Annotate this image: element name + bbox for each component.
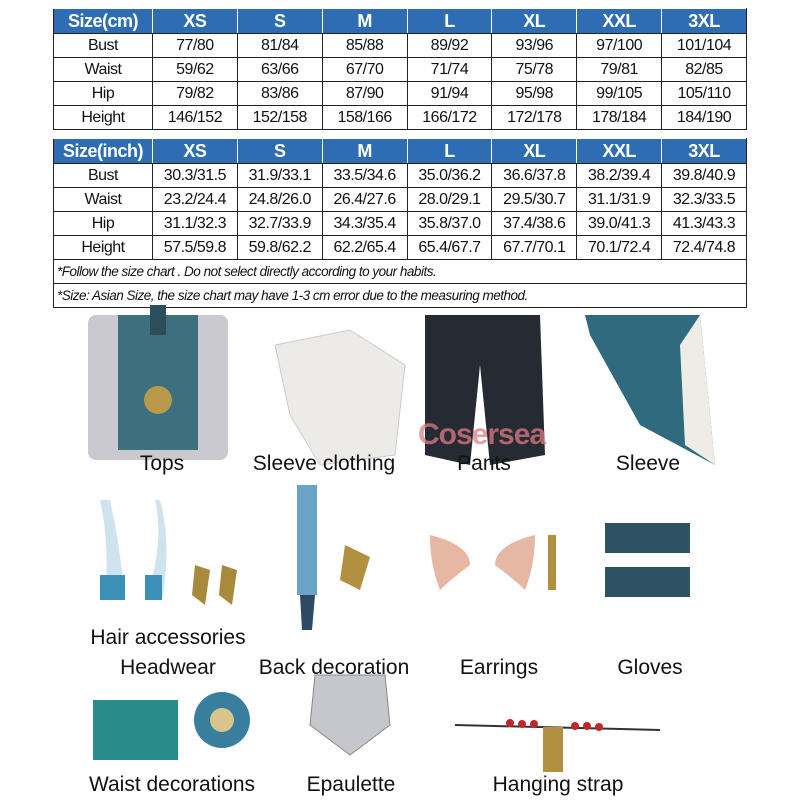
table-cell: 28.0/29.1 [407,188,492,212]
table-cell: 32.7/33.9 [237,212,322,236]
table-cell: 59.8/62.2 [237,236,322,260]
item-label-sleeve-clothing: Sleeve clothing [252,452,396,475]
table-cell: 83/86 [237,82,322,106]
table-cell: 166/172 [407,106,492,130]
header-cell: XS [153,9,238,34]
table-header-row [54,139,747,164]
table-cell: 63/66 [237,58,322,82]
table-cell: 35.0/36.2 [407,164,492,188]
table-cell: 178/184 [577,106,662,130]
gloves-image [605,523,690,597]
tops-image [88,305,228,460]
table-cell: 65.4/67.7 [407,236,492,260]
item-label-tops: Tops [139,452,185,475]
table-cell: 79/81 [577,58,662,82]
table-cell: 146/152 [153,106,238,130]
header-cell: L [407,9,492,34]
table-cell: 95/98 [492,82,577,106]
headwear-image [192,565,237,605]
table-cell: 29.5/30.7 [492,188,577,212]
table-row [54,58,747,82]
table-cell: 87/90 [322,82,407,106]
header-cell: M [322,139,407,164]
table-row [54,106,747,130]
table-cell: 152/158 [237,106,322,130]
row-label: Height [54,106,153,130]
table-cell: 89/92 [407,34,492,58]
table-cell: 67.7/70.1 [492,236,577,260]
table-cell: 41.3/43.3 [662,212,747,236]
table-cell: 31.9/33.1 [237,164,322,188]
header-cell: Size(cm) [54,9,153,34]
table-cell: 184/190 [662,106,747,130]
table-cell: 57.5/59.8 [153,236,238,260]
table-cell: 105/110 [662,82,747,106]
table-row [54,212,747,236]
product-images [0,305,800,800]
table-cell: 172/178 [492,106,577,130]
sleeve-clothing-image [275,330,405,465]
table-cell: 35.8/37.0 [407,212,492,236]
header-cell: 3XL [662,9,747,34]
table-cell: 37.4/38.6 [492,212,577,236]
item-label-headwear: Headwear [120,656,216,679]
table-cell: 59/62 [153,58,238,82]
item-label-earrings: Earrings [459,656,539,679]
table-row [54,34,747,58]
row-label: Bust [54,164,153,188]
row-label: Waist [54,58,153,82]
sleeve-image [585,315,715,465]
table-cell: 81/84 [237,34,322,58]
header-cell: 3XL [662,139,747,164]
header-cell: M [322,9,407,34]
table-cell: 85/88 [322,34,407,58]
table-cell: 82/85 [662,58,747,82]
table-cell: 79/82 [153,82,238,106]
back-decoration-image [297,485,370,630]
table-row [54,164,747,188]
table-cell: 39.8/40.9 [662,164,747,188]
table-cell: 24.8/26.0 [237,188,322,212]
table-cell: 38.2/39.4 [577,164,662,188]
table-cell: 71/74 [407,58,492,82]
table-cell: 91/94 [407,82,492,106]
item-label-gloves: Gloves [617,656,683,679]
table-row [54,82,747,106]
table-cell: 70.1/72.4 [577,236,662,260]
size-table-inch [53,138,747,308]
earrings-image [430,535,556,590]
header-cell: XS [153,139,238,164]
table-cell: 39.0/41.3 [577,212,662,236]
header-cell: S [237,139,322,164]
table-cell: 31.1/32.3 [153,212,238,236]
table-cell: 36.6/37.8 [492,164,577,188]
table-row [54,188,747,212]
row-label: Height [54,236,153,260]
row-label: Hip [54,82,153,106]
table-header-row [54,9,747,34]
header-cell: XXL [577,139,662,164]
item-label-waist-decorations: Waist decorations [88,773,256,796]
table-cell: 77/80 [153,34,238,58]
size-table-cm [53,8,747,130]
table-cell: 62.2/65.4 [322,236,407,260]
table-cell: 99/105 [577,82,662,106]
table-cell: 30.3/31.5 [153,164,238,188]
item-label-back-decoration: Back decoration [258,656,410,679]
epaulette-image [310,675,390,755]
header-cell: S [237,9,322,34]
table-cell: 93/96 [492,34,577,58]
header-cell: XL [492,139,577,164]
size-note: *Follow the size chart . Do not select directly according to your habits. [54,260,747,284]
row-label: Bust [54,34,153,58]
header-cell: Size(inch) [54,139,153,164]
table-cell: 31.1/31.9 [577,188,662,212]
table-cell: 72.4/74.8 [662,236,747,260]
table-cell: 32.3/33.5 [662,188,747,212]
table-cell: 75/78 [492,58,577,82]
table-cell: 101/104 [662,34,747,58]
header-cell: XXL [577,9,662,34]
item-label-epaulette: Epaulette [306,773,396,796]
hair-accessories-image [100,500,167,600]
table-cell: 34.3/35.4 [322,212,407,236]
table-row [54,236,747,260]
row-label: Waist [54,188,153,212]
item-label-hanging-strap: Hanging strap [492,773,624,796]
header-cell: XL [492,9,577,34]
note-row [54,284,747,308]
watermark-logo: Cosersea [418,418,546,451]
waist-decorations-image [93,692,250,760]
table-cell: 33.5/34.6 [322,164,407,188]
header-cell: L [407,139,492,164]
table-cell: 97/100 [577,34,662,58]
table-cell: 23.2/24.4 [153,188,238,212]
item-label-hair-accessories: Hair accessories [90,626,246,649]
size-note: *Size: Asian Size, the size chart may have 1-3 cm error due to the measuring method. [54,284,747,308]
table-cell: 67/70 [322,58,407,82]
row-label: Hip [54,212,153,236]
hanging-strap-image [455,719,660,772]
table-cell: 158/166 [322,106,407,130]
note-row [54,260,747,284]
item-label-pants: Pants [457,452,511,475]
table-cell: 26.4/27.6 [322,188,407,212]
item-label-sleeve: Sleeve [615,452,681,475]
